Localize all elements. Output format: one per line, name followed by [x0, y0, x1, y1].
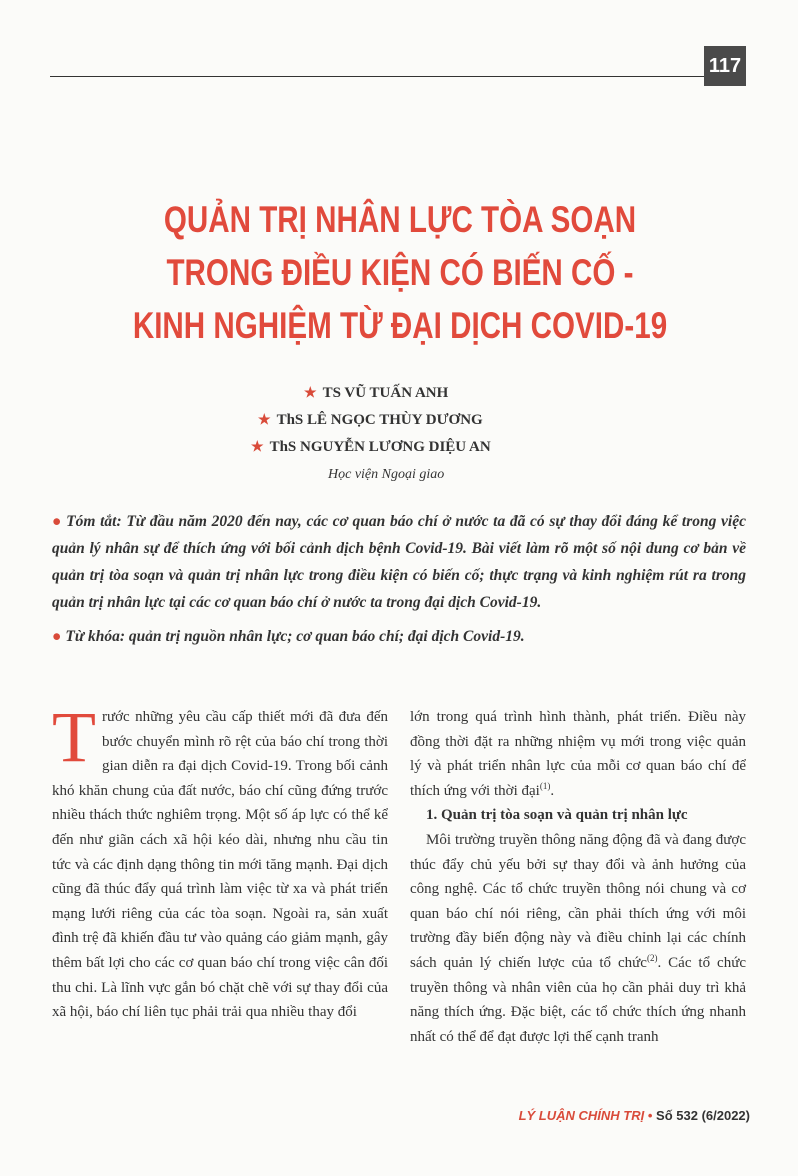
footnote-ref: (2)	[646, 952, 658, 963]
author-name: TS VŨ TUẤN ANH	[322, 385, 449, 401]
header-rule	[50, 76, 704, 77]
body-column-right	[410, 705, 746, 1049]
bullet-icon: ●	[52, 513, 63, 530]
section-heading: 1. Quản trị tòa soạn và quản trị nhân lực	[426, 807, 688, 824]
paragraph-text: . Các tổ chức truyền thông và nhân viên của họ cần phải duy trì khả năng thích ứng. Đặc biệt, các tổ chức thích ứng nhanh nhất có thể để đạt được lợi thế cạnh tranh	[410, 954, 746, 1045]
drop-cap: T	[52, 697, 96, 777]
body-paragraph: lớn trong quá trình hình thành, phát triển. Điều này đồng thời đặt ra những nhiệm vụ mới trong việc quản lý và phát triển nhân lực của mỗi cơ quan báo chí để thích ứng với thời đại$^{(1)}$.	[410, 709, 746, 799]
body-column-left	[52, 697, 388, 1025]
body-paragraph	[410, 828, 746, 1049]
paragraph-text: rước những yêu cầu cấp thiết mới đã đưa đến bước chuyển mình rõ rệt của báo chí trong thời gian diễn ra đại dịch Covid-19. Trong bối cảnh khó khăn chung của đất nước, báo chí cũng đứng trước nhiều thách thức nghiêm trọng. Một số áp lực có thể kể đến như giãn cách xã hội kéo dài, nhưng nhu cầu tin tức và các định dạng thông tin mới tăng mạnh. Đại dịch cũng đã thúc đẩy quá trình làm việc từ xa và phát triển mạng lưới riêng của các tòa soạn. Ngoài ra, sản xuất đình trệ đã khiến đầu tư vào quảng cáo giảm mạnh, gây thêm bất lợi cho các cơ quan báo chí trong việc cân đối thu chi. Là lĩnh vực gắn bó chặt chẽ với sự thay đổi của xã hội, báo chí liên tục phải trải qua nhiều thay đổi	[52, 709, 388, 1021]
author-line	[200, 380, 660, 407]
paragraph-text: lớn trong quá trình hình thành, phát triển. Điều này đồng thời đặt ra những nhiệm vụ mới trong việc quản lý và phát triển nhân lực của mỗi cơ quan báo chí để thích ứng với thời đại	[410, 709, 746, 799]
author-block	[200, 380, 660, 488]
article-title	[128, 193, 672, 352]
abstract-block	[52, 508, 746, 650]
keywords-text: Từ khóa: quản trị nguồn nhân lực; cơ quan báo chí; đại dịch Covid-19.	[65, 628, 525, 645]
star-icon: ★	[304, 386, 317, 401]
affiliation: Học viện Ngoại giao	[328, 467, 445, 482]
author-name: ThS NGUYỄN LƯƠNG DIỆU AN	[269, 439, 491, 455]
title-line: QUẢN TRỊ NHÂN LỰC TÒA SOẠN	[163, 199, 637, 240]
page-footer	[480, 1108, 750, 1123]
star-icon: ★	[258, 413, 271, 428]
star-icon: ★	[251, 440, 264, 455]
issue-number: Số 532 (6/2022)	[656, 1108, 750, 1123]
title-line: KINH NGHIỆM TỪ ĐẠI DỊCH COVID-19	[132, 305, 668, 346]
abstract	[52, 508, 746, 616]
journal-name: LÝ LUẬN CHÍNH TRỊ	[518, 1108, 645, 1123]
bullet-icon: ●	[52, 628, 62, 645]
author-line	[200, 434, 660, 461]
footer-separator: •	[647, 1108, 653, 1123]
keywords	[52, 623, 746, 650]
footnote-ref: (1)	[539, 780, 551, 791]
paragraph-text: Môi trường truyền thông năng động đã và đang được thúc đẩy chủ yếu bởi sự thay đổi và ảnh hưởng của công nghệ. Các tổ chức truyền thông nói chung và cơ quan báo chí nói riêng, cần phải thích ứng với môi trường đầy biến động này và điều chỉnh lại các chính sách quản lý chiến lược của tổ chức	[410, 831, 746, 971]
body-paragraph	[52, 697, 388, 1025]
abstract-text: Tóm tắt: Từ đầu năm 2020 đến nay, các cơ quan báo chí ở nước ta đã có sự thay đổi đáng kể trong việc quản lý nhân sự để thích ứng với bối cảnh dịch bệnh Covid-19. Bài viết làm rõ một số nội dung cơ bản về quản trị tòa soạn và quản trị nhân lực trong điều kiện có biến cố; thực trạng và kinh nghiệm rút ra trong quản trị nhân lực tại các cơ quan báo chí ở nước ta trong đại dịch Covid-19.	[52, 513, 746, 611]
author-line	[200, 407, 660, 434]
title-line: TRONG ĐIỀU KIỆN CÓ BIẾN CỐ -	[166, 252, 634, 293]
author-name: ThS LÊ NGỌC THÙY DƯƠNG	[276, 412, 483, 428]
page-number: 117	[704, 46, 746, 86]
